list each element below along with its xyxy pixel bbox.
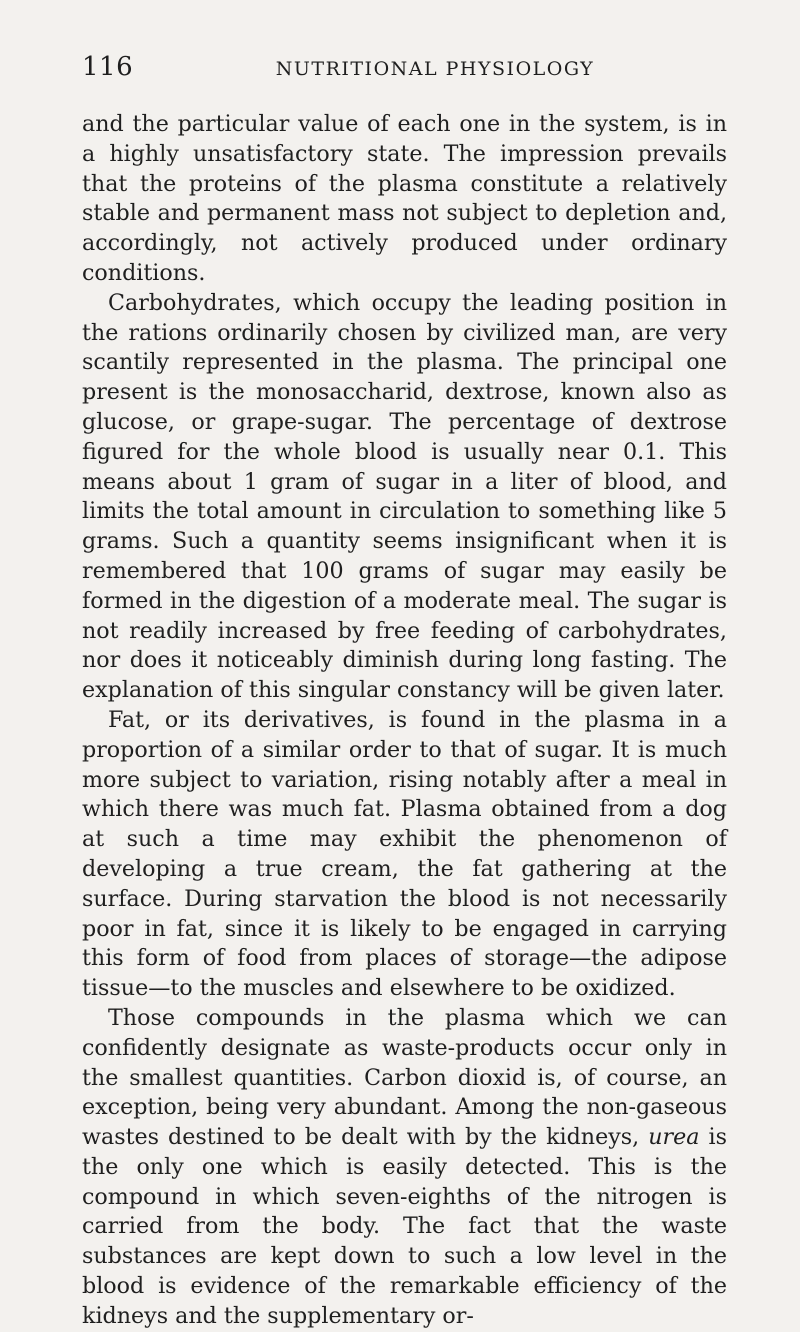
paragraph-carbohydrates: Carbohydrates, which occupy the leading position in the rations ordinarily chosen by civilized man, are very scantily represented in the plasma. The principal one present is the monosaccharid, dextrose, known also as glucose, or grape-sugar. The percentage of dextrose figured for the whole blood is usually near 0.1. This means about 1 gram of sugar in a liter of blood, and limits the total amount in circulation to something like 5 grams. Such a quantity seems insignificant when it is remembered that 100 grams of sugar may easily be formed in the digestion of a moderate meal. The sugar is not readily increased by free feeding of carbohydrates, nor does it noticeably diminish during long fasting. The explanation of this singular constancy will be given later. bbox=[82, 289, 727, 704]
waste-text-before: Those compounds in the plasma which we can confidently designate as waste-products occur only in the smallest quantities. Carbon dioxid is, of course, an exception, being very abundant. Among the non-gaseous wastes destined to be dealt with by the kidneys, bbox=[82, 1004, 727, 1151]
waste-text-after: is the only one which is easily detected. This is the compound in which seven-eighths of the nitrogen is carried from the body. The fact that the waste substances are kept down to such a low level in the blood is evidence of the remarkable efficiency of the kidneys and the supplementary or- bbox=[82, 1124, 727, 1329]
paragraph-waste-products bbox=[82, 1004, 727, 1332]
page-number: 116 bbox=[82, 52, 134, 82]
page-header bbox=[82, 52, 718, 92]
paragraph-fat: Fat, or its derivatives, is found in the plasma in a proportion of a similar order to that of sugar. It is much more subject to variation, rising notably after a meal in which there was much fat. Plasma obtained from a dog at such a time may exhibit the phenomenon of developing a true cream, the fat gathering at the surface. During starvation the blood is not necessarily poor in fat, since it is likely to be engaged in carrying this form of food from places of storage—the adipose tissue—to the muscles and elsewhere to be oxidized. bbox=[82, 706, 727, 1002]
body-text bbox=[82, 110, 727, 1332]
emphasis-urea: urea bbox=[648, 1124, 700, 1151]
running-head: NUTRITIONAL PHYSIOLOGY bbox=[275, 58, 595, 80]
paragraph-proteins: and the particular value of each one in the system, is in a highly unsatisfactory state. The impression prevails that the proteins of the plasma constitute a relatively stable and permanent mass not subject to depletion and, accordingly, not actively produced under ordinary conditions. bbox=[82, 111, 727, 286]
